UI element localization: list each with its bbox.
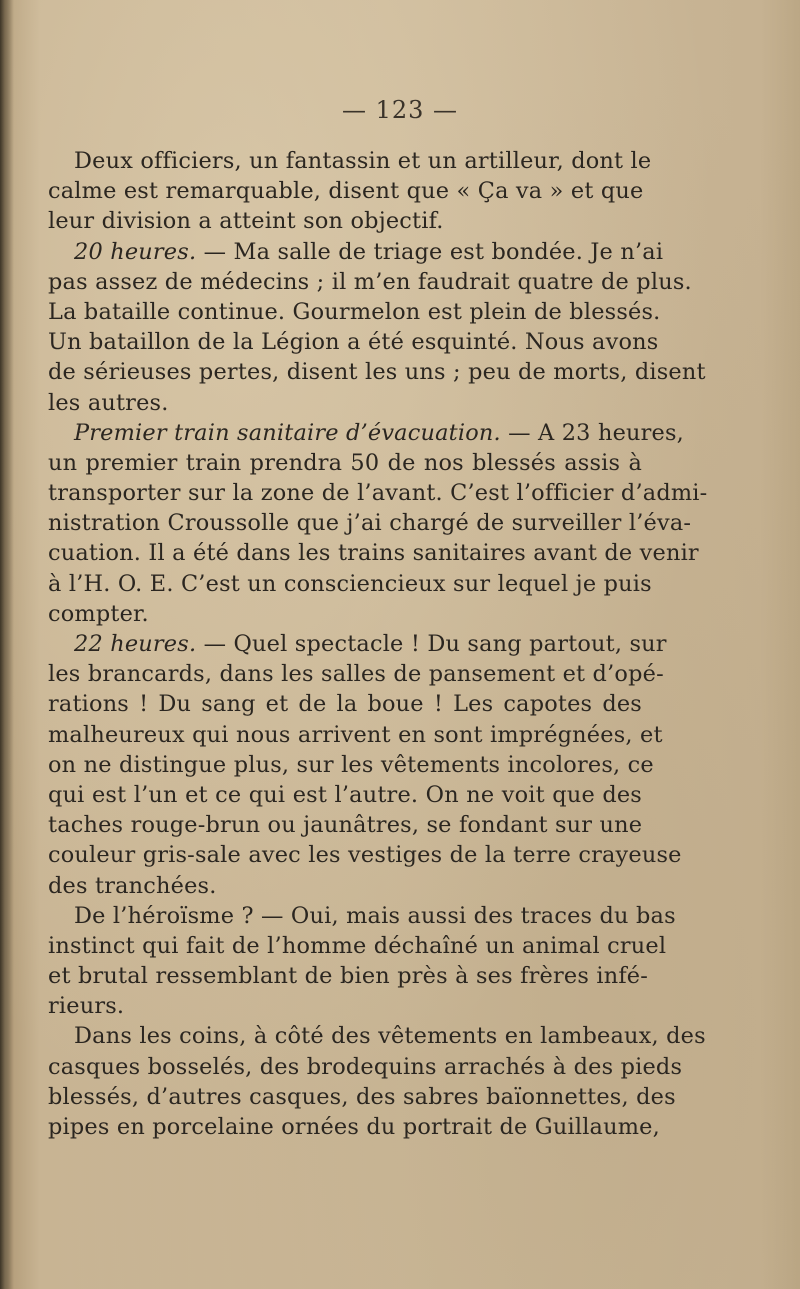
body-text [48, 146, 708, 1142]
text-line [48, 478, 708, 508]
line-text: couleur gris-sale avec les vestiges de la terre crayeuse [48, 842, 682, 869]
text-line [48, 659, 664, 689]
text-line [48, 1052, 683, 1082]
text-line [48, 689, 642, 719]
line-text: rations ! Du sang et de la boue ! Les capotes des [48, 691, 642, 718]
line-text: — Quel spectacle ! Du sang partout, sur [196, 631, 667, 657]
text-line [48, 538, 699, 568]
line-text: instinct qui fait de l’homme déchaîné un animal cruel [48, 932, 667, 959]
text-line [48, 508, 692, 538]
line-text: les autres. [48, 389, 169, 416]
text-line [48, 810, 642, 840]
text-line [48, 901, 676, 931]
text-line [48, 871, 642, 901]
line-text: pas assez de médecins ; il m’en faudrait quatre de plus. [48, 268, 692, 295]
text-line [48, 991, 642, 1021]
text-line [48, 1112, 660, 1142]
line-text: pipes en porcelaine ornées du portrait de Guillaume, [48, 1114, 660, 1140]
line-text: des tranchées. [48, 872, 217, 899]
text-line [48, 1021, 706, 1051]
line-text: rieurs. [48, 993, 125, 1020]
text-line [48, 1082, 676, 1112]
line-text: Deux officiers, un fantassin et un artilleur, dont le [74, 148, 652, 174]
line-text: blessés, d’autres casques, des sabres baïonnettes, des [48, 1083, 676, 1110]
line-text: qui est l’un et ce qui est l’autre. On ne voit que des [48, 781, 642, 808]
line-text: de sérieuses pertes, disent les uns ; peu de morts, disent [48, 359, 706, 386]
line-text: calme est remarquable, disent que « Ça va » et que [48, 178, 644, 205]
text-line [48, 840, 682, 870]
line-text: Dans les coins, à côté des vêtements en lambeaux, des [74, 1023, 706, 1050]
line-text: De l’héroïsme ? — Oui, mais aussi des traces du bas [74, 902, 676, 929]
line-text: Un bataillon de la Légion a été esquinté. Nous avons [48, 329, 659, 356]
italic-heading: 22 heures. [74, 631, 197, 657]
text-line [48, 176, 642, 206]
line-text: leur division a atteint son objectif. [48, 208, 444, 235]
line-text: un premier train prendra 50 de nos blessés assis à [48, 449, 642, 476]
line-text: on ne distingue plus, sur les vêtements incolores, ce [48, 751, 654, 778]
text-line [48, 418, 685, 448]
line-text: à l’H. O. E. C’est un consciencieux sur lequel je puis [48, 570, 652, 597]
italic-heading: 20 heures. [74, 238, 197, 265]
page-binding-edge [0, 0, 14, 1289]
line-text: transporter sur la zone de l’avant. C’est l’officier d’admi- [48, 480, 708, 507]
line-text: nistration Croussolle que j’ai chargé de surveiller l’éva- [48, 510, 692, 537]
text-line [48, 720, 663, 750]
line-text: La bataille continue. Gourmelon est plein de blessés. [48, 298, 661, 325]
line-text: taches rouge-brun ou jaunâtres, se fondant sur une [48, 812, 643, 839]
text-line [48, 629, 667, 659]
text-line [48, 448, 642, 478]
text-line [48, 750, 654, 780]
text-line [48, 237, 664, 267]
line-text: — Ma salle de triage est bondée. Je n’ai [196, 238, 664, 265]
text-line [48, 357, 706, 387]
text-line [48, 267, 692, 297]
text-line [48, 569, 652, 599]
line-text: compter. [48, 600, 149, 627]
text-line [48, 327, 659, 357]
text-line [48, 599, 642, 629]
text-line [48, 780, 642, 810]
text-line [48, 931, 667, 961]
text-line [48, 146, 652, 176]
line-text: malheureux qui nous arrivent en sont imprégnées, et [48, 721, 663, 748]
text-line [48, 297, 661, 327]
line-text: — A 23 heures, [500, 419, 685, 446]
line-text: casques bosselés, des brodequins arrachés à des pieds [48, 1053, 683, 1080]
line-text: les brancards, dans les salles de pansement et d’opé- [48, 661, 664, 688]
line-text: cuation. Il a été dans les trains sanitaires avant de venir [48, 540, 699, 567]
text-line [48, 388, 642, 418]
line-text: et brutal ressemblant de bien près à ses frères infé- [48, 963, 649, 990]
italic-heading: Premier train sanitaire d’évacuation. [74, 419, 501, 446]
text-line [48, 206, 642, 236]
page-number: — 123 — [341, 96, 459, 124]
text-line [48, 961, 649, 991]
